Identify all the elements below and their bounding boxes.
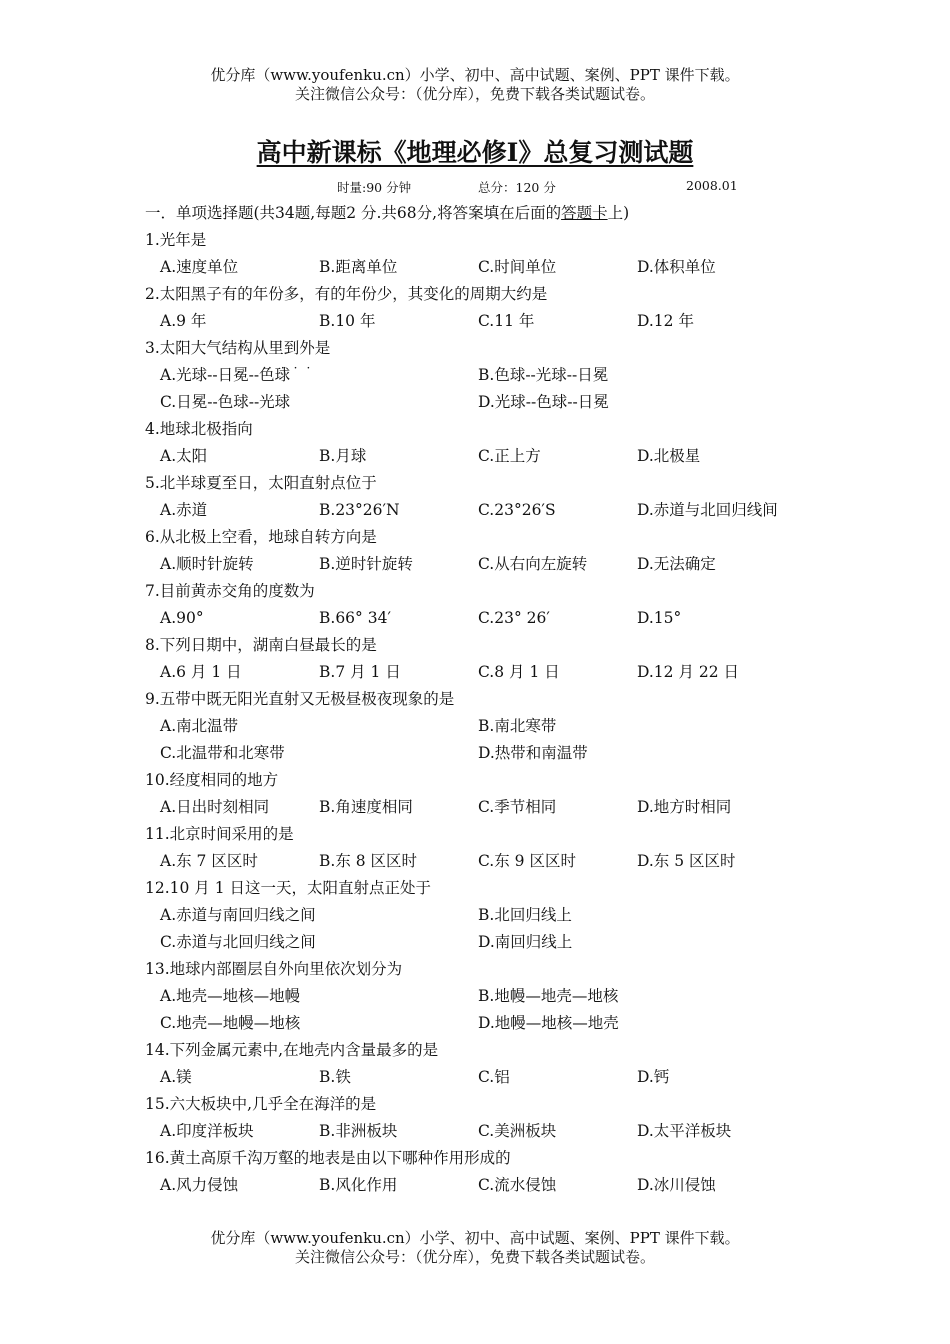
section-heading-prefix: 一．单项选择题(共34题,每题2 分.共68分,将答案填在后面的 bbox=[145, 204, 562, 222]
answer-option: B.北回归线上 bbox=[478, 906, 572, 924]
answer-option: C.11 年 bbox=[478, 312, 535, 330]
banner-line-1: 优分库（www.youfenku.cn）小学、初中、高中试题、案例、PPT 课件下载。 bbox=[210, 66, 740, 84]
exam-date: 2008.01 bbox=[686, 178, 738, 193]
option-row bbox=[145, 659, 825, 686]
section-heading bbox=[145, 201, 629, 223]
answer-option: B.地幔—地壳—地核 bbox=[478, 987, 619, 1005]
question-text: 9.五带中既无阳光直射又无极昼极夜现象的是 bbox=[145, 690, 455, 708]
answer-option: B.色球--光球--日冕 bbox=[478, 366, 609, 384]
answer-option: B.南北寒带 bbox=[478, 717, 557, 735]
question-text: 5.北半球夏至日，太阳直射点位于 bbox=[145, 474, 377, 492]
answer-option: D.无法确定 bbox=[637, 555, 716, 573]
answer-option: C.北温带和北寒带 bbox=[160, 744, 285, 762]
answer-option: C.23° 26′ bbox=[478, 609, 550, 627]
answer-option: B.月球 bbox=[319, 447, 367, 465]
answer-option: A.顺时针旋转 bbox=[160, 555, 254, 573]
answer-option: C.赤道与北回归线之间 bbox=[160, 933, 316, 951]
answer-option: C.流水侵蚀 bbox=[478, 1176, 557, 1194]
question-text: 12.10 月 1 日这一天，太阳直射点正处于 bbox=[145, 879, 432, 897]
option-row bbox=[145, 1064, 825, 1091]
option-row bbox=[145, 362, 825, 389]
answer-option: B.东 8 区区时 bbox=[319, 852, 418, 870]
answer-option: C.时间单位 bbox=[478, 258, 557, 276]
option-row bbox=[145, 551, 825, 578]
question-text: 16.黄土高原千沟万壑的地表是由以下哪种作用形成的 bbox=[145, 1149, 511, 1167]
answer-option: C.铝 bbox=[478, 1068, 510, 1086]
answer-option: A.地壳—地核—地幔 bbox=[160, 987, 301, 1005]
answer-option: D.光球--色球--日冕 bbox=[478, 393, 609, 411]
answer-option: B.风化作用 bbox=[319, 1176, 398, 1194]
answer-option: C.地壳—地幔—地核 bbox=[160, 1014, 301, 1032]
answer-option: B.66° 34′ bbox=[319, 609, 391, 627]
question-text: 11.北京时间采用的是 bbox=[145, 825, 294, 843]
answer-option: A.速度单位 bbox=[160, 258, 239, 276]
answer-option: D.热带和南温带 bbox=[478, 744, 588, 762]
answer-option: C.8 月 1 日 bbox=[478, 663, 560, 681]
answer-option: D.南回归线上 bbox=[478, 933, 573, 951]
option-row bbox=[145, 443, 825, 470]
answer-option: A.6 月 1 日 bbox=[160, 663, 242, 681]
footer-banner bbox=[0, 1229, 950, 1267]
answer-option: D.地幔—地核—地壳 bbox=[478, 1014, 619, 1032]
footer-line-1: 优分库（www.youfenku.cn）小学、初中、高中试题、案例、PPT 课件下载。 bbox=[210, 1229, 740, 1247]
answer-option: A.东 7 区区时 bbox=[160, 852, 258, 870]
option-row bbox=[145, 308, 825, 335]
section-heading-suffix: 上) bbox=[607, 204, 630, 222]
answer-option: A.光球--日冕--色球 bbox=[160, 366, 291, 384]
answer-option: A.镁 bbox=[160, 1068, 192, 1086]
header-banner bbox=[0, 66, 950, 104]
question-text: 8.下列日期中，湖南白昼最长的是 bbox=[145, 636, 377, 654]
answer-option: B.10 年 bbox=[319, 312, 376, 330]
answer-option: D.东 5 区区时 bbox=[637, 852, 736, 870]
answer-option: D.体积单位 bbox=[637, 258, 716, 276]
answer-option: D.赤道与北回归线间 bbox=[637, 501, 778, 519]
answer-option: B.23°26′N bbox=[319, 501, 400, 519]
answer-option: C.季节相同 bbox=[478, 798, 557, 816]
option-row bbox=[145, 929, 825, 956]
option-row bbox=[145, 1010, 825, 1037]
answer-option: A.印度洋板块 bbox=[160, 1122, 254, 1140]
answer-option: B.距离单位 bbox=[319, 258, 398, 276]
question-text: 10.经度相同的地方 bbox=[145, 771, 279, 789]
footer-line-2: 关注微信公众号：（优分库），免费下载各类试题试卷。 bbox=[294, 1248, 655, 1266]
answer-option: B.非洲板块 bbox=[319, 1122, 398, 1140]
exam-total-score: 总分：120 分 bbox=[478, 180, 556, 195]
option-row bbox=[145, 983, 825, 1010]
exam-time: 时量:90 分钟 bbox=[337, 180, 412, 195]
answer-card-link: 答题卡 bbox=[561, 204, 608, 222]
question-text: 3.太阳大气结构从里到外是 bbox=[145, 339, 331, 357]
question-text: 1.光年是 bbox=[145, 231, 207, 249]
question-text: 14.下列金属元素中,在地壳内含量最多的是 bbox=[145, 1041, 439, 1059]
question-text: 13.地球内部圈层自外向里依次划分为 bbox=[145, 960, 403, 978]
answer-option: A.90° bbox=[160, 609, 204, 627]
option-row bbox=[145, 1172, 825, 1199]
emphasis-dots: ···· bbox=[268, 361, 320, 375]
answer-option: C.23°26′S bbox=[478, 501, 556, 519]
answer-option: D.太平洋板块 bbox=[637, 1122, 732, 1140]
answer-option: A.赤道 bbox=[160, 501, 208, 519]
answer-option: C.从右向左旋转 bbox=[478, 555, 588, 573]
answer-option: D.15° bbox=[637, 609, 682, 627]
option-row bbox=[145, 848, 825, 875]
option-row bbox=[145, 794, 825, 821]
option-row bbox=[145, 389, 825, 416]
answer-option: A.9 年 bbox=[160, 312, 207, 330]
page-title bbox=[0, 133, 950, 169]
option-row bbox=[145, 254, 825, 281]
answer-option: A.风力侵蚀 bbox=[160, 1176, 239, 1194]
question-list bbox=[145, 227, 825, 1199]
answer-option: D.北极星 bbox=[637, 447, 701, 465]
answer-option: A.日出时刻相同 bbox=[160, 798, 270, 816]
answer-option: A.赤道与南回归线之间 bbox=[160, 906, 316, 924]
option-row bbox=[145, 605, 825, 632]
question-text: 2.太阳黑子有的年份多，有的年份少，其变化的周期大约是 bbox=[145, 285, 548, 303]
answer-option: D.地方时相同 bbox=[637, 798, 732, 816]
answer-option: A.南北温带 bbox=[160, 717, 239, 735]
option-row bbox=[145, 740, 825, 767]
answer-option: C.东 9 区区时 bbox=[478, 852, 576, 870]
answer-option: D.钙 bbox=[637, 1068, 670, 1086]
answer-option: B.逆时针旋转 bbox=[319, 555, 413, 573]
option-row bbox=[145, 713, 825, 740]
answer-option: C.美洲板块 bbox=[478, 1122, 557, 1140]
question-text: 7.目前黄赤交角的度数为 bbox=[145, 582, 315, 600]
question-text: 15.六大板块中,几乎全在海洋的是 bbox=[145, 1095, 377, 1113]
answer-option: D.12 年 bbox=[637, 312, 694, 330]
question-text: 4.地球北极指向 bbox=[145, 420, 253, 438]
question-text: 6.从北极上空看，地球自转方向是 bbox=[145, 528, 377, 546]
answer-option: B.7 月 1 日 bbox=[319, 663, 401, 681]
option-row bbox=[145, 1118, 825, 1145]
answer-option: B.角速度相同 bbox=[319, 798, 413, 816]
answer-option: D.12 月 22 日 bbox=[637, 663, 740, 681]
answer-option: D.冰川侵蚀 bbox=[637, 1176, 716, 1194]
answer-option: C.正上方 bbox=[478, 447, 541, 465]
answer-option: A.太阳 bbox=[160, 447, 208, 465]
answer-option: C.日冕--色球--光球 bbox=[160, 393, 291, 411]
page-title-text: 高中新课标《地理必修Ⅰ》总复习测试题 bbox=[256, 138, 694, 167]
option-row bbox=[145, 902, 825, 929]
banner-line-2: 关注微信公众号：（优分库），免费下载各类试题试卷。 bbox=[294, 85, 655, 103]
option-row bbox=[145, 497, 825, 524]
answer-option: B.铁 bbox=[319, 1068, 351, 1086]
